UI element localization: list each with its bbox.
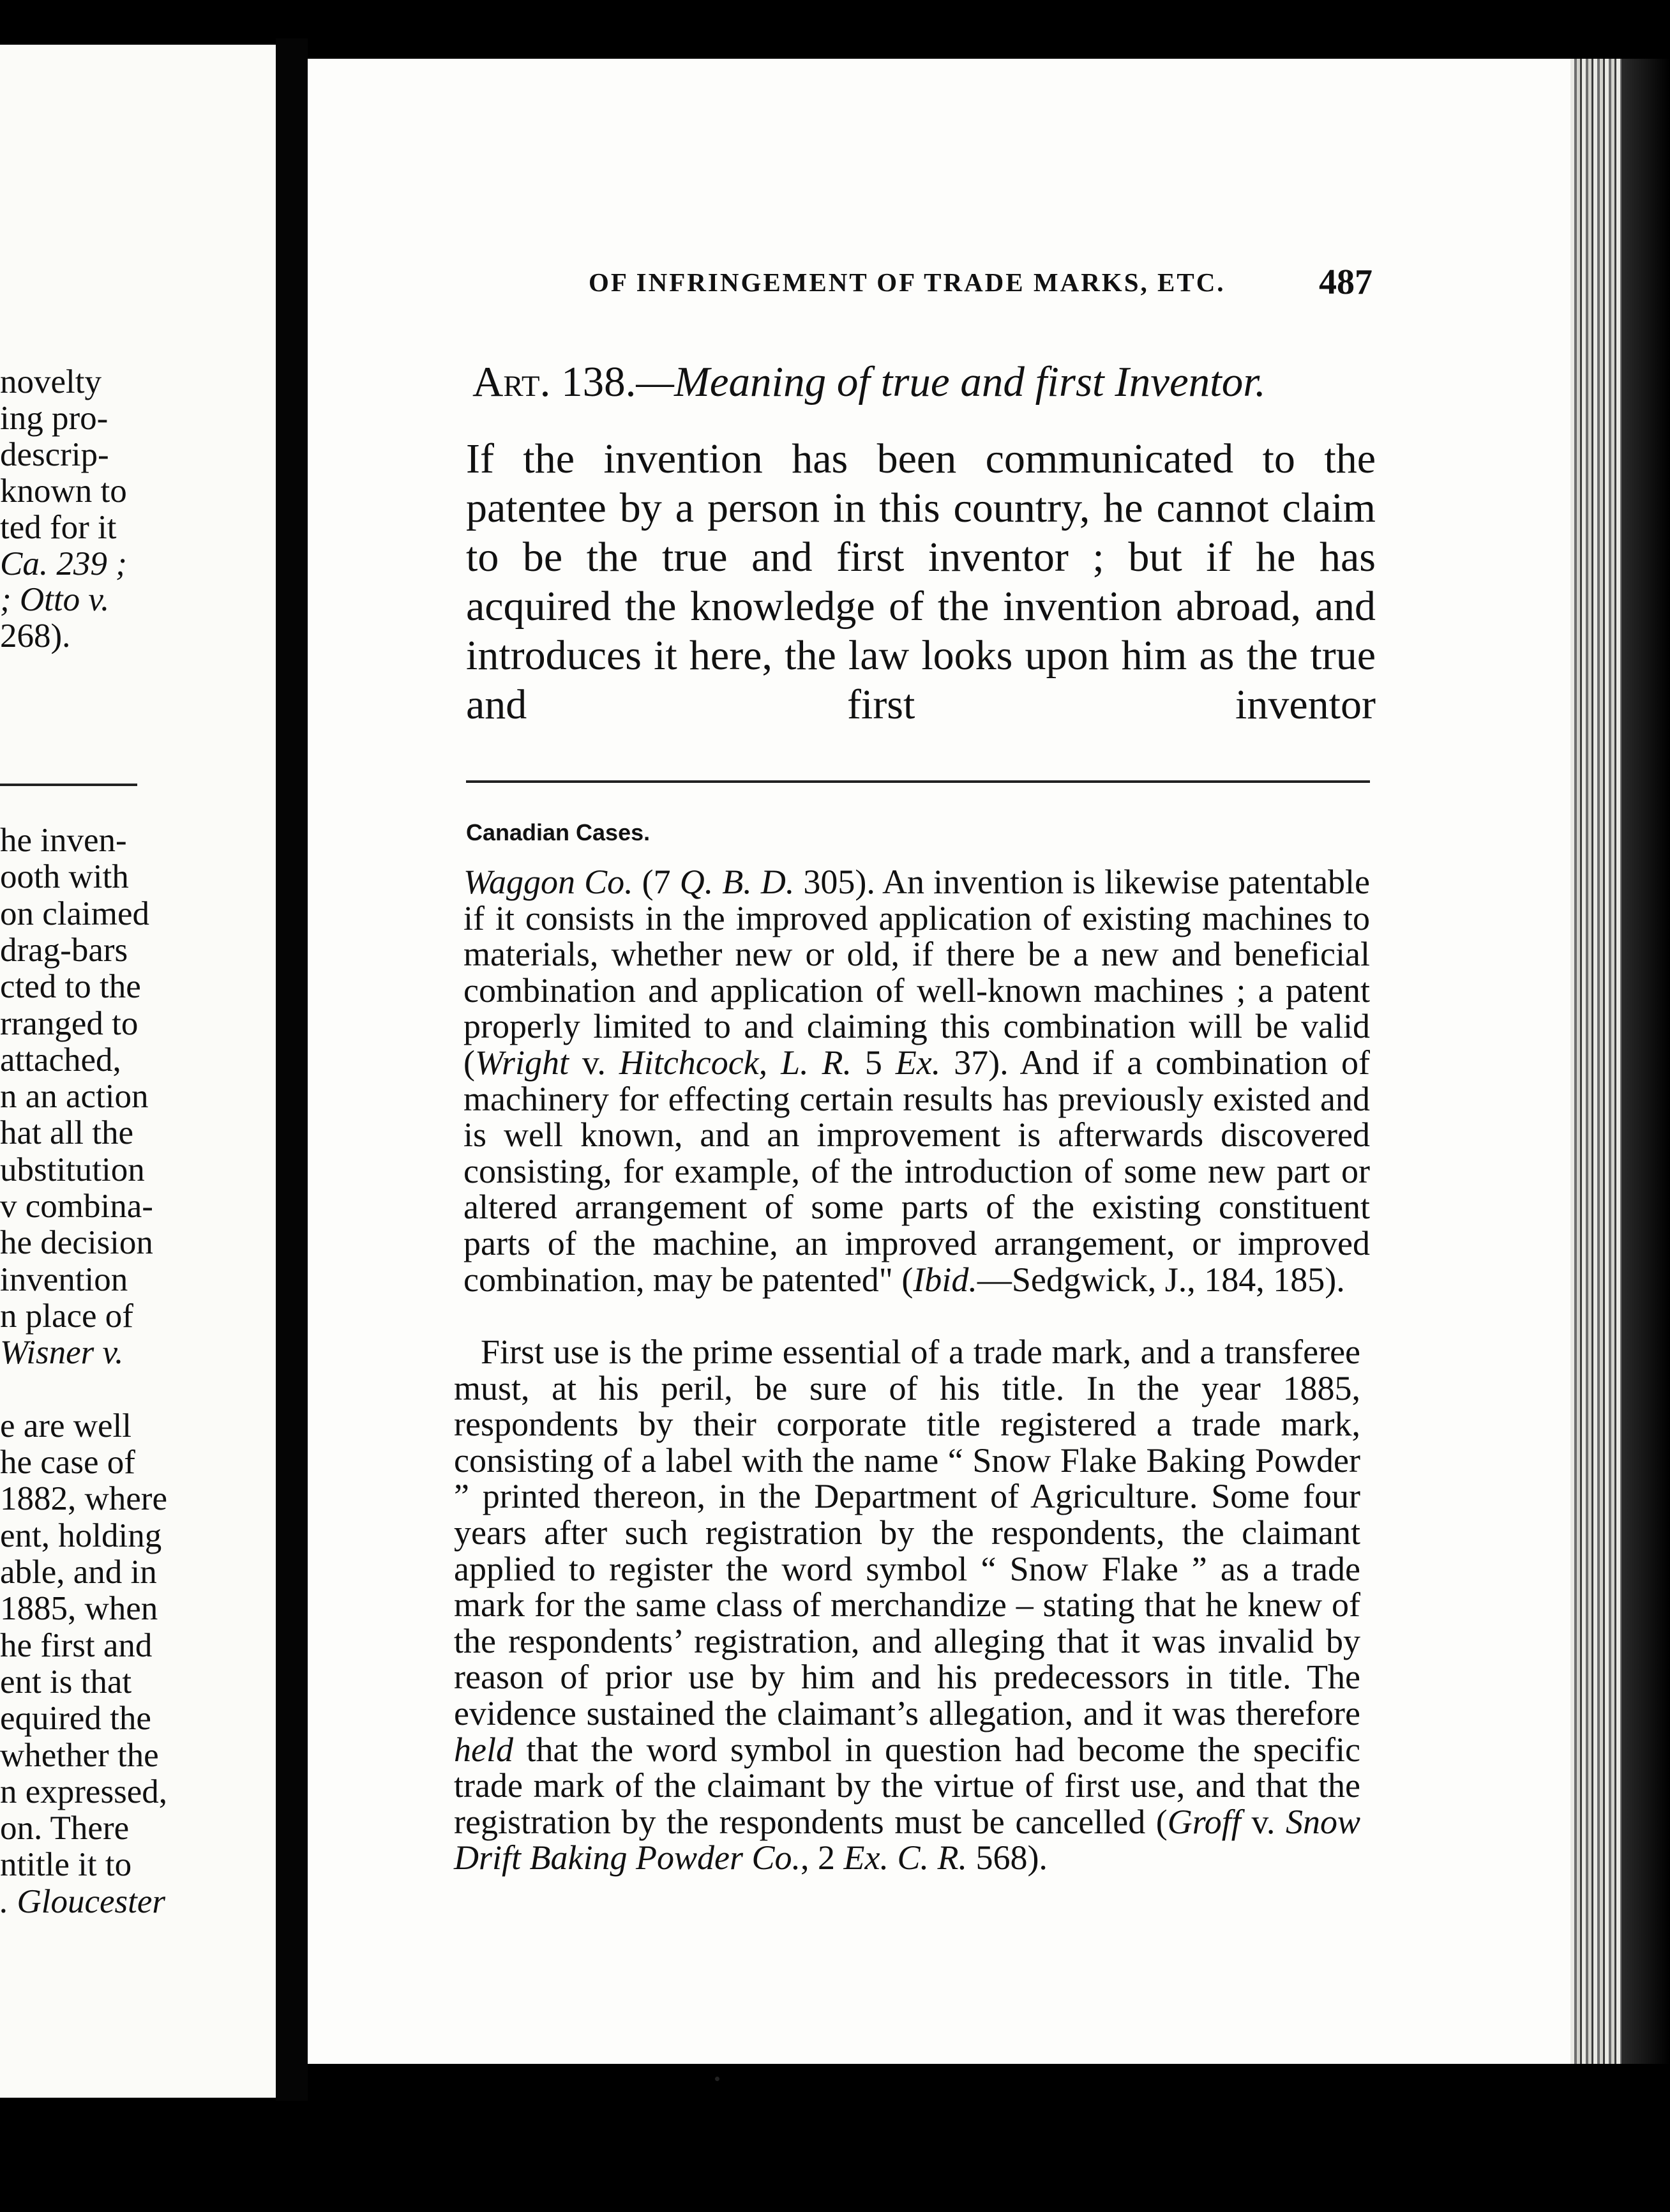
case-text: Groff xyxy=(1167,1802,1241,1841)
left-page-line: rranged to xyxy=(0,1004,139,1042)
case-text: that the word symbol in question had become the specific trade mark of the claimant by the virtue of first use, and that the registration by the respondents must be cancelled ( xyxy=(454,1730,1360,1841)
left-page-line: Ca. 239 ; xyxy=(0,545,127,582)
case-text: 568). xyxy=(967,1838,1048,1877)
article-number: Art. 138. xyxy=(472,358,636,405)
left-page xyxy=(0,45,276,2098)
case-text: Ex. C. R. xyxy=(843,1838,967,1877)
left-page-line: ooth with xyxy=(0,858,129,896)
case-text: Waggon Co. xyxy=(463,863,633,901)
article-body: If the invention has been communicated to the patentee by a person in this country, he cannot claim to be the true and first inventor ; but if he has acquired the knowledge of the invention abroad, and introduces it here, the law looks upon him as the true and first inventor xyxy=(466,436,1376,728)
left-page-line: v combina- xyxy=(0,1188,153,1225)
page-number: 487 xyxy=(1319,262,1373,302)
case-text: Ex. xyxy=(895,1043,941,1082)
left-section-rule xyxy=(0,784,137,786)
case-text: Ibid. xyxy=(913,1260,977,1299)
case-paragraph-1 xyxy=(463,864,1370,1298)
running-head: OF INFRINGEMENT OF TRADE MARKS, ETC. xyxy=(589,268,1226,297)
article-title: —Meaning of true and first Inventor. xyxy=(636,358,1266,405)
case-text: v. xyxy=(1240,1802,1286,1841)
case-text: First use is the prime essential of a trade mark, and a transferee must, at his peril, be sure of his title. In the year 1885, respondents by their corporate title registered a trade mark, consisting of a label with the name “ Snow Flake Baking Powder ” printed thereon, in the Department of Agriculture. Some four years after such registration by the respondents, the claimant applied to register the word symbol “ Snow Flake ” as a trade mark for the same class of merchandize – stating that he knew of the respondents’ registration, and alleging that it was invalid by reason of prior use by him and his predecessors in title. The evidence sustained the claimant’s allegation, and it was therefore xyxy=(454,1333,1360,1732)
page-edges xyxy=(1570,59,1621,2064)
left-page-line: descrip- xyxy=(0,436,109,473)
case-text: Wright xyxy=(474,1043,569,1082)
ink-speck xyxy=(715,2077,719,2081)
left-page-line: ing pro- xyxy=(0,399,109,437)
case-paragraph-2 xyxy=(454,1334,1360,1876)
left-page-line: able, and in xyxy=(0,1554,157,1591)
case-text: —Sedgwick, J., 184, 185). xyxy=(977,1260,1345,1299)
left-page-line: he decision xyxy=(0,1224,153,1262)
left-page-line: 268). xyxy=(0,617,71,655)
case-text: (7 xyxy=(633,863,680,901)
left-page-line: ; Otto v. xyxy=(0,581,110,619)
left-page-line: n expressed, xyxy=(0,1773,167,1810)
left-page-line: he inven- xyxy=(0,822,127,859)
left-page-line: n place of xyxy=(0,1297,133,1335)
left-page-line: attached, xyxy=(0,1041,121,1079)
left-page-line: hat all the xyxy=(0,1114,133,1152)
case-text: 37). And if a combination of machinery for effecting certain results has previously existed and is well known, and an improvement is afterwards discovered consisting, for example, of the introduction of some new part or altered arrangement of some parts of the existing constituent parts of the machine, an improved arrangement, or improved combination, may be patented" ( xyxy=(463,1043,1370,1299)
left-page-line: ent, holding xyxy=(0,1517,162,1554)
left-page-line: he case of xyxy=(0,1444,135,1481)
case-text: Snow Drift Baking Powder Co. xyxy=(454,1802,1360,1877)
left-page-line: Wisner v. xyxy=(0,1334,124,1372)
left-page-line: 1882, where xyxy=(0,1480,167,1518)
left-page-line: drag-bars xyxy=(0,931,128,969)
case-text: held xyxy=(454,1730,513,1769)
left-page-line: n an action xyxy=(0,1078,149,1116)
left-page-line: novelty xyxy=(0,363,102,400)
book-edge-shadow xyxy=(1621,59,1670,2064)
case-text: , 2 xyxy=(800,1838,844,1877)
left-page-line: ent is that xyxy=(0,1663,132,1701)
left-page-line: equired the xyxy=(0,1700,151,1738)
left-page-line: known to xyxy=(0,472,127,510)
case-text: v. xyxy=(569,1043,619,1082)
case-text: 305). An invention is likewise patentable if it consists in the improved application of existing machines to materials, whether new or old, if there be a new and beneficial combination and application of well-known machines ; a patent properly limited to and claiming this combination will be valid ( xyxy=(463,863,1371,1082)
left-page-line: on. There xyxy=(0,1810,130,1847)
section-rule xyxy=(466,780,1370,783)
left-page-line: ntitle it to xyxy=(0,1846,132,1884)
article-heading xyxy=(472,358,1266,407)
left-page-line: ubstitution xyxy=(0,1151,145,1188)
case-text: 5 xyxy=(852,1043,896,1082)
case-text: Q. B. D. xyxy=(679,863,795,901)
left-page-line: on claimed xyxy=(0,895,149,932)
left-page-line: . Gloucester xyxy=(0,1882,166,1920)
left-page-line: 1885, when xyxy=(0,1590,158,1628)
case-text: Hitchcock, L. R. xyxy=(619,1043,852,1082)
book-gutter xyxy=(276,38,308,2101)
left-page-line: invention xyxy=(0,1261,128,1298)
left-page-line: whether the xyxy=(0,1736,159,1774)
left-page-line: ted for it xyxy=(0,508,117,546)
left-page-line: cted to the xyxy=(0,968,141,1006)
section-title: Canadian Cases. xyxy=(466,819,651,845)
left-page-line: e are well xyxy=(0,1407,132,1444)
left-page-line: he first and xyxy=(0,1626,153,1664)
